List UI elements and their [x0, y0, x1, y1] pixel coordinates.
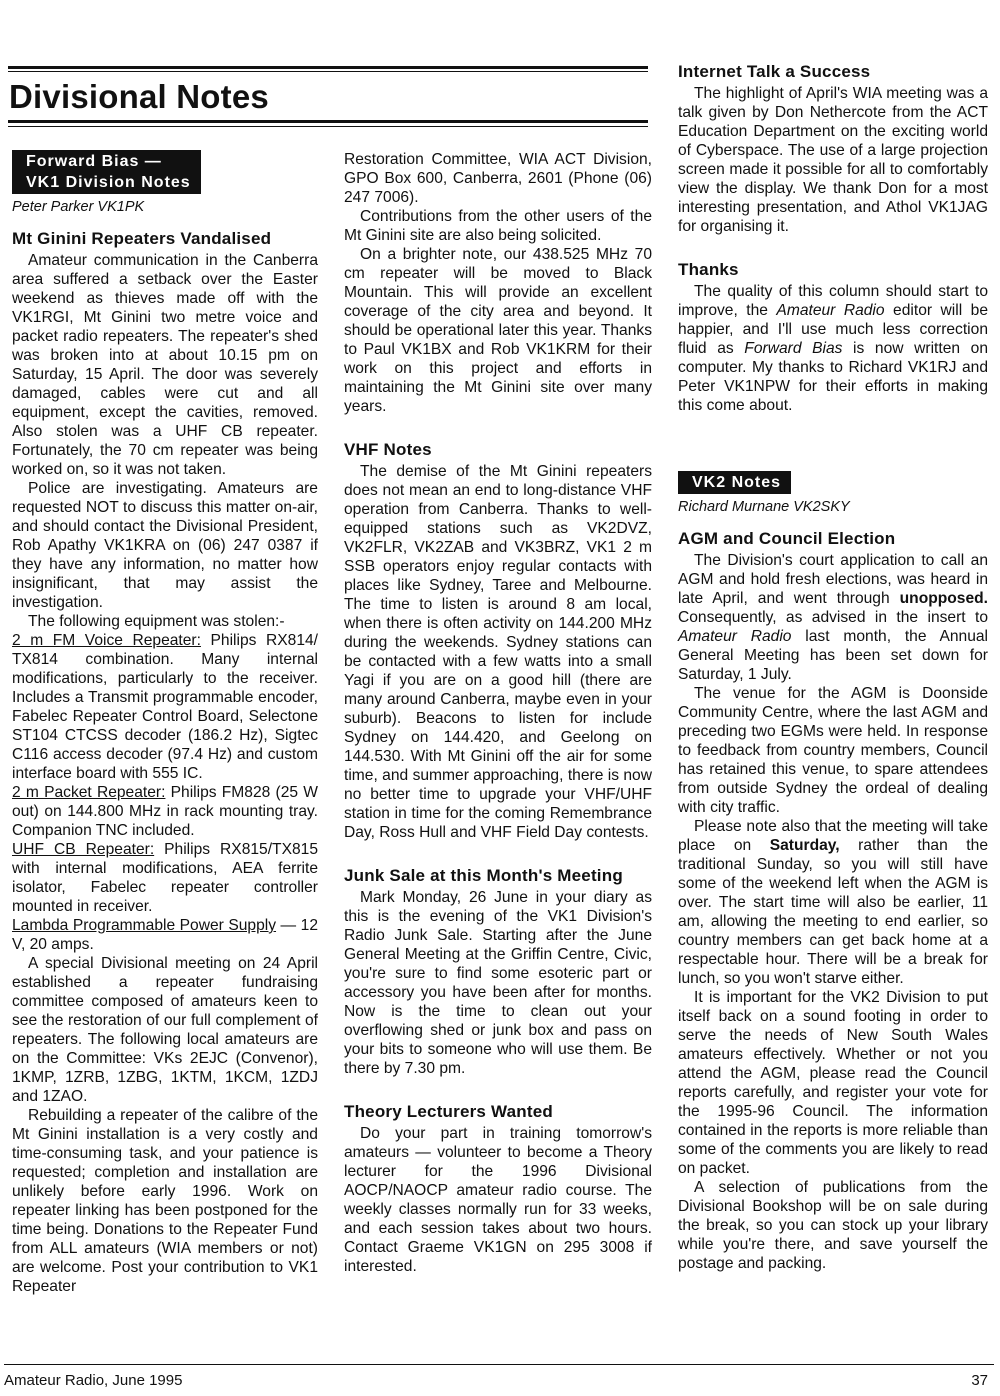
thanks-italic-magazine: Amateur Radio: [776, 302, 885, 319]
theory-paragraph: Do your part in training tomorrow's amateurs — volunteer to become a Theory lecturer for the 1996 Divisional AOCP/NAOCP amateur radio course. The weekly classes normally run for 33 weeks, and each session takes about two hours. Contact Graeme VK1GN on 295 3008 if interested.: [344, 1125, 652, 1275]
junk-paragraph: Mark Monday, 26 June in your diary as this is the evening of the VK1 Division's Radio Junk Sale. Starting after the June General Meeting at the Griffin Centre, Civic, you're sure to find some esoteric part or accessory you have been after for months. Now is the time to clean out your overflowing shed or junk box and pass on your bits to someone who will use them. Be there by 7.30 pm.: [344, 889, 652, 1077]
vk1-banner-line1: Forward Bias —: [26, 153, 162, 170]
equipment-item: [12, 916, 318, 954]
heading-mt-ginini: Mt Ginini Repeaters Vandalised: [12, 229, 272, 248]
heading-internet-talk: Internet Talk a Success: [678, 62, 871, 81]
agm-text: last month, the Annual General Meeting has been set down for Saturday, 1 July.: [678, 628, 988, 683]
agm-bold-text: Saturday,: [769, 837, 840, 854]
vk1-banner: [12, 150, 201, 194]
agm-paragraph: [678, 551, 988, 684]
equipment-label: 2 m FM Voice Repeater:: [12, 632, 201, 649]
title-rule-bottom-thin: [8, 126, 648, 127]
agm-paragraph: [678, 817, 988, 988]
internet-paragraph: The highlight of April's WIA meeting was a talk given by Don Nethercote from the ACT Education Department on the exciting world of Cyberspace. The use of a large projection screen made it possible for all to comfortably view the display. We thank Don for a most interesting presentation, and Athol VK1JAG for organising it.: [678, 85, 988, 235]
equipment-text: Philips FM828 (25 W out) on 144.800 MHz in rack mounting tray. Companion TNC included.: [12, 784, 318, 839]
column-right: [678, 62, 988, 1273]
heading-agm: AGM and Council Election: [678, 529, 896, 548]
equipment-item: [12, 631, 318, 783]
thanks-text: The quality of this column should start to improve, the: [678, 283, 988, 319]
agm-paragraph: It is important for the VK2 Division to put itself back on a sound footing in order to serve the needs of New South Wales amateurs effectively. Whether or not you attend the AGM, please read the Council reports carefully, and register your vote for the 1995-96 Council. The information contained in the reports is more reliable than some of the comments you are likely to read on packet.: [678, 989, 988, 1177]
column-vk1: [12, 150, 318, 1296]
title-rule-bottom: [8, 120, 648, 123]
footer-page-number: 37: [971, 1372, 988, 1389]
equipment-text: Philips RX815/TX815 with internal modifications, AEA ferrite isolator, Fabelec repeater controller mounted in receiver.: [12, 841, 319, 915]
heading-thanks: Thanks: [678, 260, 739, 279]
agm-text: Please note also that the meeting will take place on: [678, 818, 988, 854]
thanks-text: editor will be happier, and I'll use much less correction fluid as: [678, 302, 988, 357]
heading-vhf-notes: VHF Notes: [344, 440, 432, 459]
col2-paragraph: On a brighter note, our 438.525 MHz 70 cm repeater will be moved to Black Mountain. This will provide an excellent coverage of the city area and beyond. It should be operational later this year. Thanks to Paul VK1BX and Rob VK1KRM for their work on this project and efforts in maintaining the Mt Ginini site over many years.: [344, 246, 652, 415]
vk2-author: Richard Murnane VK2SKY: [678, 499, 850, 515]
heading-theory-lecturers: Theory Lecturers Wanted: [344, 1102, 553, 1121]
vk2-banner: VK2 Notes: [678, 471, 791, 494]
footer-publication: Amateur Radio, June 1995: [4, 1372, 183, 1389]
vk1-paragraph: Police are investigating. Amateurs are requested NOT to discuss this matter on-air, and should contact the Divisional President, Rob Apathy VK1KRA on (06) 247 0387 if they have any information, no matter how insignificant, that may assist the investigation.: [12, 480, 318, 611]
column-middle: [344, 150, 652, 1276]
agm-text: The Division's court application to call an AGM and hold fresh elections, was heard in late April, and went through: [678, 552, 988, 607]
equipment-text: — 12 V, 20 amps.: [12, 917, 318, 953]
footer-rule: [4, 1364, 994, 1365]
page-title: Divisional Notes: [9, 78, 269, 115]
heading-junk-sale: Junk Sale at this Month's Meeting: [344, 866, 623, 885]
agm-text: Consequently, as advised in the insert to: [678, 609, 988, 626]
col2-paragraph: Contributions from the other users of the Mt Ginini site are also being solicited.: [344, 208, 652, 244]
agm-bold-text: unopposed.: [899, 590, 988, 607]
title-rule-top-thin: [8, 71, 648, 72]
equipment-text: Philips RX814/ TX814 combination. Many internal modifications, particularly to the receiver. Includes a Transmit programmable encoder, Fabelec Repeater Control Board, Selectone ST104 CTCSS decoder (186.2 Hz), Sigtec C116 access decoder (97.4 Hz) and custom interface board with 555 IC.: [12, 632, 318, 782]
vk1-paragraph: Amateur communication in the Canberra area suffered a setback over the Easter weekend as thieves made off with the VK1RGI, Mt Ginini two metre voice and packet radio repeaters. The repeater's shed was broken into at about 10.15 pm on Saturday, 15 April. The door was severely damaged, cables were cut and all equipment, except the cavities, removed. Also stolen was a UHF CB repeater. Fortunately, the 70 cm repeater was being worked on, so it was not taken.: [12, 252, 318, 478]
equipment-label: UHF CB Repeater:: [12, 841, 155, 858]
col2-paragraph: Restoration Committee, WIA ACT Division, GPO Box 600, Canberra, 2601 (Phone (06) 247 7006).: [344, 151, 652, 206]
vhf-paragraph: The demise of the Mt Ginini repeaters does not mean an end to long-distance VHF operation from Canberra. Thanks to well-equipped stations such as VK2DVZ, VK2FLR, VK2ZAB and VK3BRZ, VK1 2 m SSB operators enjoy regular contacts with places like Sydney, Taree and Melbourne. The time to listen is around 8 am local, when there is often activity on 144.200 MHz during the weekends. Sydney stations can be contacted with a few watts into a small Yagi if you are on a good hill (there are many around Canberra, maybe even in your suburb). Beacons to listen for include Sydney on 144.420, and Geelong on 144.530. With Mt Ginini off the air for some time, and summer approaching, there is now no better time to upgrade your VHF/UHF station in time for the coming Remembrance Day, Ross Hull and VHF Field Day contests.: [344, 463, 652, 841]
agm-paragraph: A selection of publications from the Divisional Bookshop will be on sale during the break, so you can stock up your library while you're there, and save yourself the postage and packing.: [678, 1179, 988, 1272]
thanks-italic-column: Forward Bias: [744, 340, 843, 357]
equipment-item: [12, 840, 318, 916]
thanks-text: is now written on computer. My thanks to Richard VK1RJ and Peter VK1NPW for their efforts in making this come about.: [678, 340, 988, 414]
agm-text: rather than the traditional Sunday, so you will still have some of the weekend left when the AGM is over. The start time will also be earlier, 11 am, allowing the meeting to end earlier, so country members can get back home at a respectable hour. There will be a break for lunch, so you won't starve either.: [678, 837, 988, 987]
agm-italic-text: Amateur Radio: [678, 628, 792, 645]
vk1-author: Peter Parker VK1PK: [12, 199, 145, 215]
vk1-paragraph: The following equipment was stolen:-: [28, 613, 285, 630]
equipment-label: Lambda Programmable Power Supply: [12, 917, 277, 934]
title-rule-top: [8, 66, 648, 69]
vk1-paragraph: Rebuilding a repeater of the calibre of the Mt Ginini installation is a very costly and time-consuming task, and your patience is requested; completion and installation are unlikely before early 1996. Work on repeater linking has been postponed for the time being. Donations to the Repeater Fund from ALL amateurs (WIA members or not) are welcome. Post your contribution to VK1 Repeater: [12, 1107, 318, 1295]
vk1-paragraph: A special Divisional meeting on 24 April established a repeater fundraising committee composed of amateurs keen to see the restoration of our full complement of repeaters. The following local amateurs are on the Committee: VKs 2EJC (Convenor), 1KMP, 1ZRB, 1ZBG, 1KTM, 1KCM, 1ZDJ and 1ZAO.: [12, 955, 318, 1105]
equipment-item: [12, 783, 318, 840]
agm-paragraph: The venue for the AGM is Doonside Community Centre, where the last AGM and preceding two EGMs were held. In response to feedback from country members, Council has retained this venue, to spare attendees from outside Sydney the ordeal of dealing with city traffic.: [678, 685, 988, 816]
vk2-banner-wrap: [678, 471, 988, 494]
equipment-label: 2 m Packet Repeater:: [12, 784, 166, 801]
vk1-banner-line2: VK1 Division Notes: [26, 174, 191, 191]
thanks-paragraph: [678, 282, 988, 415]
